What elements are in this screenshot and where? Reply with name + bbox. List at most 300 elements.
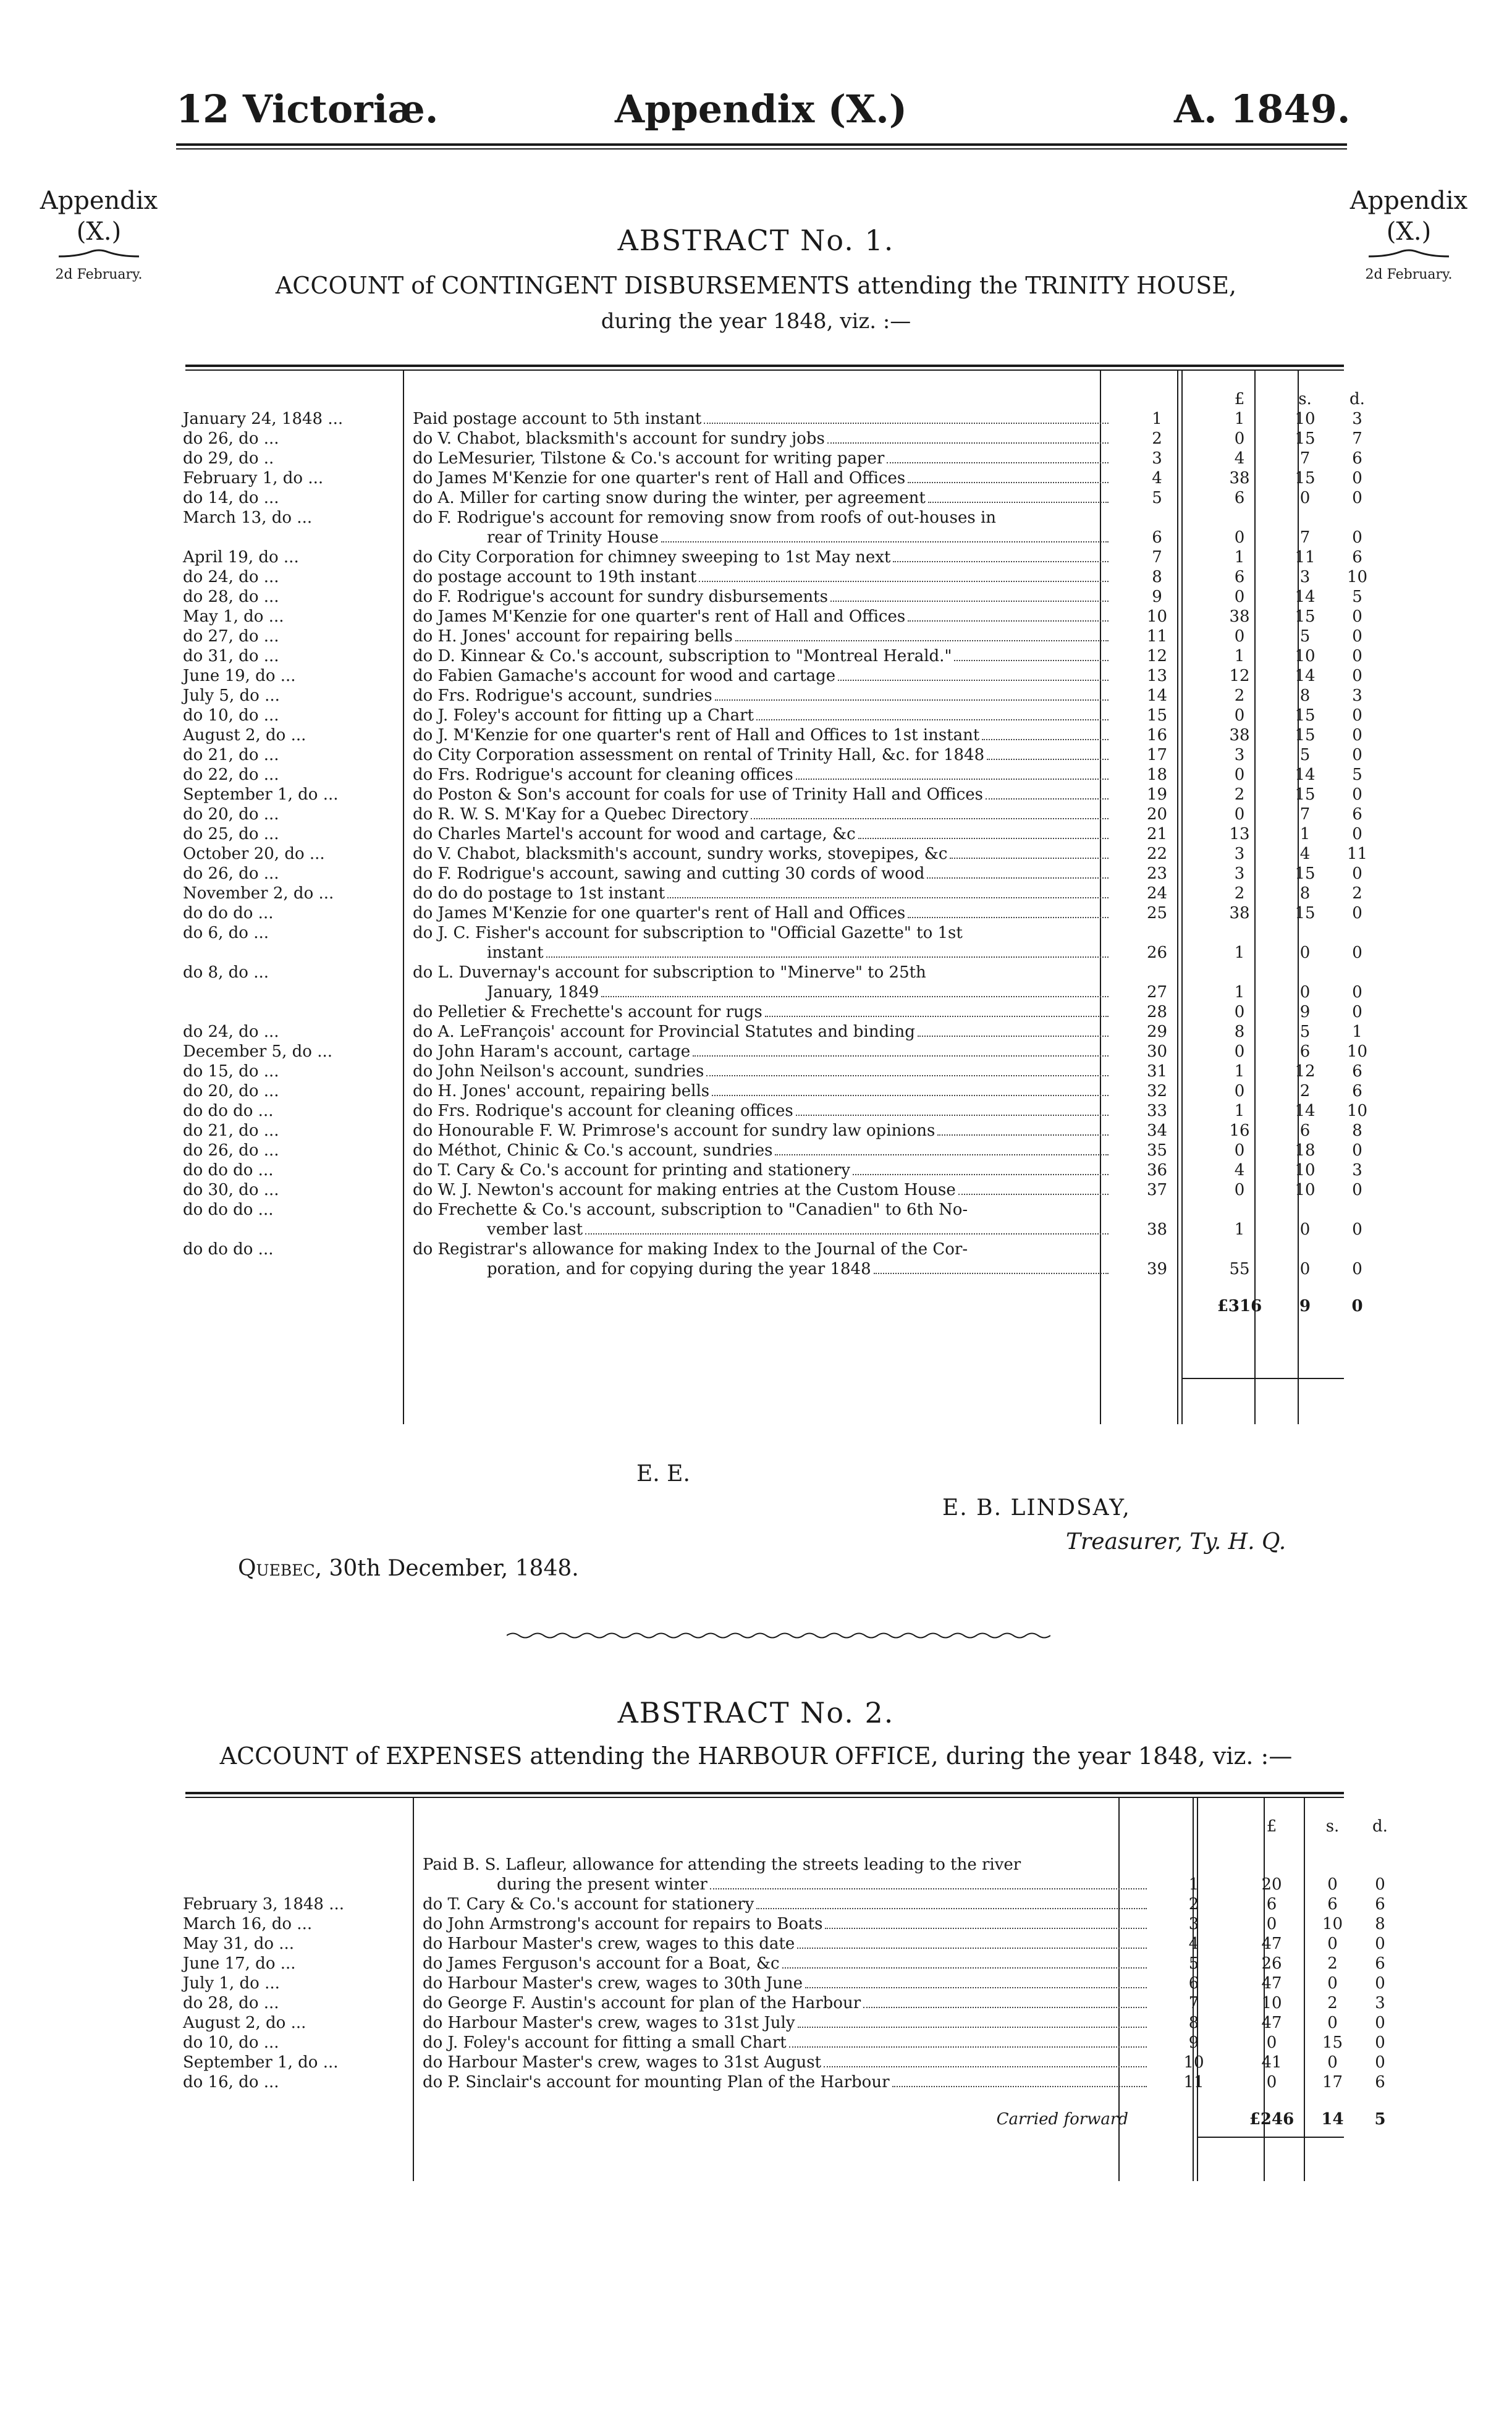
header-shillings: s. — [1325, 1817, 1340, 1836]
treasurer-name: E. B. LINDSAY, — [942, 1495, 1131, 1521]
row-number: 13 — [1146, 667, 1168, 685]
row-date: do do do ... — [183, 1240, 274, 1259]
description-text: do A. Miller for carting snow during the winter, per agreement — [413, 489, 926, 507]
row-description — [409, 1062, 1115, 1081]
total-shillings: 9 — [1299, 1297, 1311, 1315]
description-text: do John Neilson's account, sundries — [413, 1062, 704, 1081]
table-row — [179, 1934, 1404, 1954]
description-text: do Frs. Rodrigue's account, sundries — [413, 686, 712, 705]
description-text: do W. J. Newton's account for making entries at the Custom House — [413, 1181, 956, 1199]
row-description — [409, 1239, 1115, 1279]
row-pence: 0 — [1352, 706, 1362, 725]
row-pence: 0 — [1352, 1141, 1362, 1160]
row-date: do 26, do ... — [183, 1141, 279, 1160]
row-pence: 6 — [1352, 805, 1362, 824]
row-number: 35 — [1146, 1141, 1168, 1160]
description-text: do Harbour Master's crew, wages to 31st July — [423, 2014, 795, 2032]
row-date: do do do ... — [183, 1201, 274, 1219]
leader-dots — [796, 1101, 1109, 1116]
row-number: 11 — [1183, 2073, 1204, 2091]
header-blank — [1153, 1817, 1235, 1836]
row-shillings: 12 — [1294, 1062, 1316, 1081]
row-pounds: 1 — [1234, 410, 1245, 428]
row-pence: 0 — [1375, 1935, 1385, 1953]
description-text: do R. W. S. M'Kay for a Quebec Directory — [413, 805, 749, 824]
description-line — [413, 785, 1111, 804]
table2-top-rule-thin — [185, 1797, 1344, 1798]
row-pounds: 0 — [1234, 528, 1245, 547]
row-date — [179, 1002, 409, 1022]
row-pounds: 2 — [1234, 884, 1245, 903]
table-row — [179, 409, 1384, 429]
row-pounds: 0 — [1234, 1042, 1245, 1061]
row-pounds: 0 — [1234, 1003, 1245, 1021]
leader-dots — [908, 468, 1109, 483]
description-text: instant — [487, 943, 544, 962]
row-pence: 0 — [1352, 489, 1362, 507]
leader-dots — [824, 2053, 1147, 2067]
row-pounds: 3 — [1234, 746, 1245, 764]
row-pounds: 38 — [1229, 607, 1250, 626]
row-description — [409, 429, 1115, 449]
row-pence: 0 — [1352, 825, 1362, 843]
margin-x: (X.) — [76, 217, 122, 246]
total-shillings: 14 — [1321, 2110, 1344, 2129]
row-pence: 8 — [1352, 1121, 1362, 1140]
row-number: 4 — [1152, 469, 1162, 488]
row-pounds: 0 — [1234, 588, 1245, 606]
row-pounds: 47 — [1261, 1935, 1282, 1953]
row-number: 9 — [1152, 588, 1162, 606]
description-text: do Frs. Rodrique's account for cleaning offices — [413, 1102, 793, 1120]
row-date: do 6, do ... — [183, 924, 269, 942]
row-description — [409, 547, 1115, 567]
description-line — [413, 627, 1111, 646]
description-line: do L. Duvernay's account for subscription to "Minerve" to 25th — [413, 963, 926, 982]
description-line — [413, 765, 1111, 785]
description-text: do City Corporation assessment on rental of Trinity Hall, &c. for 1848 — [413, 746, 985, 764]
row-description — [419, 1914, 1153, 1934]
description-line — [413, 745, 1111, 765]
table-header-row — [179, 1817, 1404, 1836]
row-shillings: 7 — [1299, 449, 1311, 468]
leader-dots — [830, 587, 1109, 602]
row-date: June 17, do ... — [183, 1954, 296, 1973]
total-row — [179, 2092, 1404, 2129]
table-row — [179, 567, 1384, 587]
row-pence: 10 — [1346, 1042, 1368, 1061]
row-pounds: 1 — [1234, 1220, 1245, 1239]
table-row — [179, 1141, 1384, 1160]
row-pounds: 1 — [1234, 548, 1245, 567]
leader-dots — [601, 982, 1109, 997]
table-row — [179, 1121, 1384, 1141]
row-shillings: 0 — [1327, 1974, 1338, 1993]
row-number: 5 — [1152, 489, 1162, 507]
description-line — [413, 844, 1111, 864]
leader-dots — [805, 1973, 1147, 1988]
row-pounds: 47 — [1261, 1974, 1282, 1993]
row-shillings: 9 — [1299, 1003, 1311, 1021]
row-shillings: 10 — [1294, 1181, 1316, 1199]
leader-dots — [858, 824, 1109, 839]
row-number: 24 — [1146, 884, 1168, 903]
table-row — [179, 2072, 1404, 2092]
table-row — [179, 1914, 1404, 1934]
row-pence: 7 — [1352, 429, 1362, 448]
row-pounds: 0 — [1266, 2033, 1277, 2052]
row-pounds: 20 — [1261, 1875, 1282, 1894]
row-description — [409, 745, 1115, 765]
description-text: do F. Rodrigue's account for sundry disbursements — [413, 588, 828, 606]
row-shillings: 15 — [1294, 429, 1316, 448]
leader-dots — [987, 745, 1109, 760]
table-row — [179, 1160, 1384, 1180]
row-pence: 0 — [1352, 983, 1362, 1002]
row-number: 6 — [1188, 1974, 1199, 1993]
description-text: do Harbour Master's crew, wages to 30th June — [423, 1974, 803, 1993]
row-shillings: 0 — [1327, 1935, 1338, 1953]
description-text: do H. Jones' account, repairing bells — [413, 1082, 710, 1100]
row-description — [409, 607, 1115, 627]
row-pounds: 38 — [1229, 904, 1250, 922]
total-pence: 5 — [1374, 2110, 1386, 2129]
leader-dots — [827, 429, 1109, 444]
row-shillings: 0 — [1299, 983, 1311, 1002]
row-date: July 1, do ... — [183, 1974, 280, 1993]
description-line — [413, 547, 1111, 567]
total-label: Carried forward — [996, 2110, 1128, 2129]
leader-dots — [892, 2072, 1147, 2087]
row-number: 36 — [1146, 1161, 1168, 1180]
row-shillings: 0 — [1299, 1220, 1311, 1239]
row-number: 27 — [1146, 983, 1168, 1002]
table-row — [179, 745, 1384, 765]
row-pence: 0 — [1352, 1181, 1362, 1199]
row-number: 22 — [1146, 845, 1168, 863]
header-blank — [179, 1817, 419, 1836]
row-number: 37 — [1146, 1181, 1168, 1199]
row-description — [409, 844, 1115, 864]
row-pounds: 47 — [1261, 2014, 1282, 2032]
row-description — [409, 884, 1115, 903]
row-description — [409, 646, 1115, 666]
row-pence: 2 — [1352, 884, 1362, 903]
row-pounds: 16 — [1229, 1121, 1250, 1140]
row-description — [409, 488, 1115, 508]
row-number: 38 — [1146, 1220, 1168, 1239]
table-row — [179, 923, 1384, 963]
table-row — [179, 1022, 1384, 1042]
row-pounds: 1 — [1234, 1062, 1245, 1081]
row-pence: 0 — [1352, 1260, 1362, 1278]
row-number: 6 — [1152, 528, 1162, 547]
row-pence: 6 — [1352, 1062, 1362, 1081]
leader-dots — [796, 765, 1109, 780]
leader-dots — [954, 646, 1109, 661]
row-number: 2 — [1152, 429, 1162, 448]
row-pounds: 1 — [1234, 1102, 1245, 1120]
row-pounds: 2 — [1234, 785, 1245, 804]
header-blank — [179, 389, 409, 409]
row-description — [409, 567, 1115, 587]
row-shillings: 5 — [1299, 746, 1311, 764]
row-description — [409, 1042, 1115, 1062]
leader-dots — [937, 1121, 1109, 1136]
row-pounds: 0 — [1234, 429, 1245, 448]
description-continuation — [413, 1220, 1111, 1239]
total-row — [179, 1279, 1384, 1316]
row-shillings: 0 — [1327, 2014, 1338, 2032]
table-row — [179, 765, 1384, 785]
row-number: 32 — [1146, 1082, 1168, 1100]
description-text: do Harbour Master's crew, wages to this date — [423, 1935, 795, 1953]
row-date: do 31, do ... — [183, 647, 279, 665]
row-shillings: 0 — [1299, 1260, 1311, 1278]
row-shillings: 7 — [1299, 805, 1311, 824]
row-pence: 0 — [1375, 2014, 1385, 2032]
row-number: 28 — [1146, 1003, 1168, 1021]
row-date: do 28, do ... — [183, 588, 279, 606]
row-pence: 10 — [1346, 1102, 1368, 1120]
description-line — [413, 1081, 1111, 1101]
row-pence: 3 — [1352, 410, 1362, 428]
row-shillings: 6 — [1299, 1121, 1311, 1140]
row-description — [419, 2072, 1153, 2092]
description-line — [413, 409, 1111, 429]
row-shillings: 14 — [1294, 667, 1316, 685]
description-text: during the present winter — [497, 1875, 707, 1894]
initials: E. E. — [636, 1461, 690, 1487]
table-row — [179, 1855, 1404, 1894]
description-text: do Honourable F. W. Primrose's account for sundry law opinions — [413, 1121, 935, 1140]
row-shillings: 6 — [1299, 1042, 1311, 1061]
description-text: do Pelletier & Frechette's account for rugs — [413, 1003, 762, 1021]
leader-dots — [928, 488, 1109, 503]
row-pence: 0 — [1352, 528, 1362, 547]
row-number: 8 — [1152, 568, 1162, 586]
leader-dots — [751, 804, 1109, 819]
row-date: do 26, do ... — [183, 864, 279, 883]
row-date: do 24, do ... — [183, 568, 279, 586]
row-pence: 0 — [1352, 647, 1362, 665]
row-pounds: 0 — [1266, 1915, 1277, 1933]
row-description — [409, 409, 1115, 429]
description-line — [413, 824, 1111, 844]
row-pence: 6 — [1375, 2073, 1385, 2091]
description-line — [413, 429, 1111, 449]
row-shillings: 8 — [1299, 686, 1311, 705]
row-pounds: 6 — [1234, 568, 1245, 586]
row-pounds: 2 — [1234, 686, 1245, 705]
description-text: do J. Foley's account for fitting up a Chart — [413, 706, 754, 725]
leader-dots — [699, 567, 1109, 582]
row-description — [419, 2033, 1153, 2053]
row-pounds: 4 — [1234, 1161, 1245, 1180]
description-line — [413, 725, 1111, 745]
row-date: October 20, do ... — [183, 845, 325, 863]
row-pence: 0 — [1352, 746, 1362, 764]
row-date: do 21, do ... — [183, 746, 279, 764]
row-number: 10 — [1183, 2053, 1204, 2072]
description-continuation — [413, 1259, 1111, 1279]
row-number: 1 — [1188, 1875, 1199, 1894]
row-pounds: 0 — [1234, 1082, 1245, 1100]
row-pence: 0 — [1352, 785, 1362, 804]
row-description — [409, 903, 1115, 923]
margin-appendix: Appendix — [40, 187, 158, 215]
divider-ornament — [507, 1631, 1050, 1640]
leader-dots — [704, 409, 1109, 424]
description-text: do J. Foley's account for fitting a small Chart — [423, 2033, 787, 2052]
leader-dots — [667, 884, 1109, 898]
row-pounds: 12 — [1229, 667, 1250, 685]
row-shillings: 1 — [1299, 825, 1311, 843]
description-line — [413, 1062, 1111, 1081]
row-description — [409, 785, 1115, 804]
description-text: do John Haram's account, cartage — [413, 1042, 691, 1061]
row-date: August 2, do ... — [183, 726, 306, 745]
row-description — [409, 1200, 1115, 1239]
leader-dots — [908, 607, 1109, 622]
table-row — [179, 785, 1384, 804]
header-pounds: £ — [1266, 1817, 1277, 1836]
abstract2-table — [179, 1817, 1404, 2129]
leader-dots — [706, 1062, 1109, 1076]
table-row — [179, 963, 1384, 1002]
leader-dots — [735, 627, 1109, 641]
row-description — [419, 1993, 1153, 2013]
row-description — [409, 725, 1115, 745]
description-continuation — [413, 982, 1111, 1002]
row-date: do 20, do ... — [183, 1082, 279, 1100]
leader-dots — [874, 1259, 1109, 1274]
header-shillings: s. — [1298, 390, 1312, 408]
row-pounds: 3 — [1234, 845, 1245, 863]
leader-dots — [838, 666, 1109, 681]
row-description — [409, 1022, 1115, 1042]
row-pounds: 0 — [1234, 1181, 1245, 1199]
row-number: 21 — [1146, 825, 1168, 843]
description-line: do F. Rodrigue's account for removing snow from roofs of out-houses in — [413, 509, 997, 527]
description-text: do John Armstrong's account for repairs to Boats — [423, 1915, 823, 1933]
row-date — [179, 1855, 419, 1894]
row-shillings: 15 — [1294, 706, 1316, 725]
abstract1-title: ABSTRACT No. 1. — [617, 224, 895, 257]
table2-top-rule — [185, 1792, 1344, 1794]
leader-dots — [715, 686, 1109, 701]
description-line — [413, 1022, 1111, 1042]
row-pence: 0 — [1352, 1220, 1362, 1239]
row-pounds: 1 — [1234, 647, 1245, 665]
table-row — [179, 607, 1384, 627]
row-pounds: 1 — [1234, 983, 1245, 1002]
description-line — [413, 864, 1111, 884]
row-number: 17 — [1146, 746, 1168, 764]
table-row — [179, 587, 1384, 607]
leader-dots — [756, 706, 1109, 720]
row-description — [409, 449, 1115, 468]
margin-date: 2d February. — [1365, 267, 1453, 282]
description-continuation — [423, 1875, 1149, 1894]
description-text: do T. Cary & Co.'s account for printing and stationery — [413, 1161, 851, 1180]
description-line — [423, 1894, 1149, 1914]
row-pounds: 3 — [1234, 864, 1245, 883]
row-pence: 5 — [1352, 588, 1362, 606]
row-number: 34 — [1146, 1121, 1168, 1140]
description-text: vember last — [487, 1220, 583, 1239]
row-description — [409, 1002, 1115, 1022]
table1-top-rule — [185, 365, 1344, 367]
description-continuation — [413, 528, 1111, 547]
row-date: do do do ... — [183, 904, 274, 922]
row-shillings: 0 — [1299, 489, 1311, 507]
description-text: do Charles Martel's account for wood and cartage, &c — [413, 825, 856, 843]
row-shillings: 0 — [1327, 2053, 1338, 2072]
row-pence: 6 — [1352, 548, 1362, 567]
row-date: July 5, do ... — [183, 686, 280, 705]
table-row — [179, 547, 1384, 567]
margin-x: (X.) — [1386, 217, 1432, 246]
row-pounds: 1 — [1234, 943, 1245, 962]
table-row — [179, 666, 1384, 686]
row-shillings: 4 — [1299, 845, 1311, 863]
description-line — [423, 2053, 1149, 2072]
row-description — [419, 1855, 1153, 1894]
description-line — [423, 1934, 1149, 1954]
row-pence: 0 — [1352, 943, 1362, 962]
description-line — [413, 449, 1111, 468]
row-shillings: 5 — [1299, 1023, 1311, 1041]
row-pounds: 8 — [1234, 1023, 1245, 1041]
description-text: do Poston & Son's account for coals for use of Trinity Hall and Offices — [413, 785, 983, 804]
description-line — [413, 567, 1111, 587]
row-pounds: 0 — [1234, 766, 1245, 784]
total-label — [409, 1279, 1115, 1316]
table-header-row — [179, 389, 1384, 409]
row-pence: 0 — [1352, 607, 1362, 626]
description-text: do H. Jones' account for repairing bells — [413, 627, 733, 646]
row-shillings: 10 — [1294, 410, 1316, 428]
table-row — [179, 2033, 1404, 2053]
header-center: Appendix (X.) — [615, 87, 908, 132]
row-shillings: 7 — [1299, 528, 1311, 547]
row-shillings: 0 — [1299, 943, 1311, 962]
leader-dots — [775, 1141, 1109, 1155]
row-pounds: 0 — [1234, 706, 1245, 725]
row-pounds: 6 — [1234, 489, 1245, 507]
row-number: 10 — [1146, 607, 1168, 626]
row-pence: 0 — [1352, 469, 1362, 488]
leader-dots — [693, 1042, 1109, 1057]
description-line — [413, 488, 1111, 508]
row-shillings: 6 — [1327, 1895, 1338, 1914]
description-line — [413, 706, 1111, 725]
row-shillings: 0 — [1327, 1875, 1338, 1894]
row-description — [409, 824, 1115, 844]
table-row — [179, 429, 1384, 449]
row-date: do 8, do ... — [183, 963, 269, 982]
leader-dots — [863, 1993, 1147, 2008]
table-row — [179, 844, 1384, 864]
row-shillings: 8 — [1299, 884, 1311, 903]
description-line — [423, 1954, 1149, 1973]
leader-dots — [825, 1914, 1147, 1929]
header-left: 12 Victoriæ. — [176, 87, 439, 132]
table-row — [179, 1002, 1384, 1022]
header-rule-thin — [176, 148, 1347, 150]
row-pounds: 38 — [1229, 726, 1250, 745]
